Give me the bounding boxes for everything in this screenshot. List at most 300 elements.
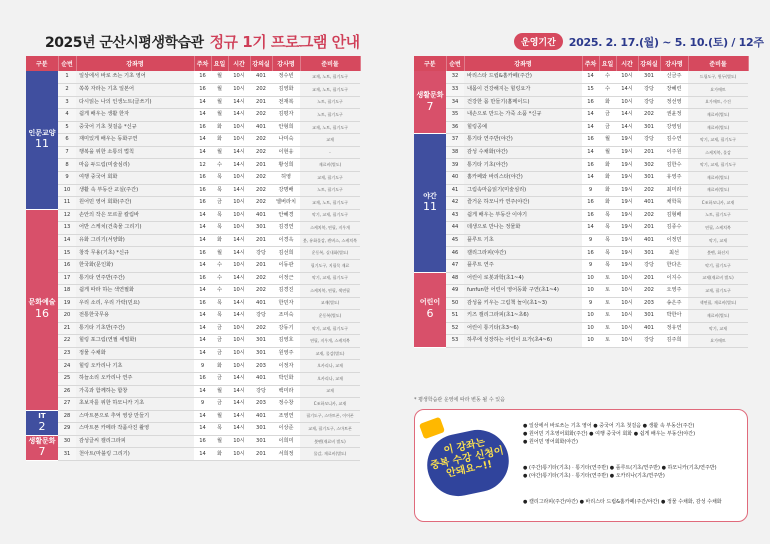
instructor: 권윤정 (660, 109, 688, 122)
instructor: 황성희 (272, 159, 300, 172)
course-name: 캘리그라피(야간) (464, 247, 582, 260)
room: 301 (250, 222, 272, 235)
weeks: 12 (194, 159, 211, 172)
instructor: 채학묵 (660, 197, 688, 210)
row-number: 21 (58, 322, 76, 335)
row-number: 11 (58, 197, 76, 210)
weeks: 14 (194, 347, 211, 360)
supplies: 교재(별도) (300, 297, 360, 310)
course-name: 원어민 영어 회화(주간) (76, 197, 194, 210)
time: 10시 (228, 172, 250, 185)
course-name: 하늘소리 오카리나 연주 (76, 373, 194, 386)
room: 202 (250, 134, 272, 147)
weekday: 화 (211, 134, 228, 147)
supplies: 요가매트 (688, 335, 748, 348)
time: 14시 (228, 96, 250, 109)
weeks: 16 (582, 197, 599, 210)
course-name: 생활 속 부동산 교실(주간) (76, 184, 194, 197)
weekday: 금 (211, 197, 228, 210)
column-header: 강의실 (638, 56, 660, 71)
row-number: 46 (446, 247, 464, 260)
row-number: 17 (58, 272, 76, 285)
weeks: 14 (582, 109, 599, 122)
row-number: 22 (58, 335, 76, 348)
table-row (26, 96, 360, 109)
course-name: 손안의 작은 모르골 칼림바 (76, 209, 194, 222)
weeks: 16 (194, 197, 211, 210)
weeks: 9 (194, 398, 211, 411)
row-number: 28 (58, 410, 76, 423)
instructor: 김한수 (660, 159, 688, 172)
weekday: 목 (211, 172, 228, 185)
weekday: 목 (211, 423, 228, 436)
instructor: 김경진 (272, 285, 300, 298)
weekday: 금 (211, 373, 228, 386)
room: 201 (250, 448, 272, 461)
course-name: 감성을 키우는 그림책 놀이(초1~3) (464, 297, 582, 310)
instructor: 유영주 (660, 172, 688, 185)
table-row (26, 159, 360, 172)
category-cell (26, 209, 58, 410)
supplies: 노트, 필기도구 (300, 109, 360, 122)
supplies: 악기, 필기도구 (688, 259, 748, 272)
instructor: 김수연 (660, 134, 688, 147)
room: 401 (250, 71, 272, 84)
program-table-left (26, 56, 361, 461)
time: 19시 (616, 259, 638, 272)
course-name: 가곡과 함께하는 합창 (76, 385, 194, 398)
category-count: 16 (35, 307, 49, 321)
weekday: 금 (211, 322, 228, 335)
table-row (26, 197, 360, 210)
room: 강당 (638, 335, 660, 348)
time: 14시 (616, 121, 638, 134)
supplies: 노트, 필기도구 (300, 184, 360, 197)
row-number: 27 (58, 398, 76, 411)
room: 202 (638, 184, 660, 197)
instructor: 서희정 (272, 448, 300, 461)
room: 301 (250, 347, 272, 360)
instructor: 김형배 (660, 209, 688, 222)
time: 19시 (616, 172, 638, 185)
table-row (26, 423, 360, 436)
room: 401 (250, 373, 272, 386)
weekday: 수 (211, 285, 228, 298)
row-number: 2 (58, 84, 76, 97)
weekday: 토 (599, 322, 616, 335)
time: 14시 (228, 234, 250, 247)
time: 14시 (228, 398, 250, 411)
category-cell (26, 435, 58, 460)
row-number: 30 (58, 435, 76, 448)
course-name: 바리스타 드립&홈카페(주간) (464, 71, 582, 84)
supplies: 붓, 유화물감, 캔버스, 스케치북 (300, 234, 360, 247)
room: 강당 (250, 310, 272, 323)
room: 202 (250, 322, 272, 335)
time: 14시 (616, 109, 638, 122)
column-header: 강좌명 (76, 56, 194, 71)
room: 203 (250, 360, 272, 373)
course-name: 중국어 기초 첫걸음 *신규 (76, 121, 194, 134)
instructor: 김경연 (272, 222, 300, 235)
weekday: 토 (599, 285, 616, 298)
room: 202 (638, 109, 660, 122)
table-row (414, 71, 748, 84)
weeks: 14 (582, 172, 599, 185)
row-number: 51 (446, 310, 464, 323)
instructor: 나미숙 (272, 134, 300, 147)
instructor: 김주희 (660, 335, 688, 348)
room: 301 (250, 435, 272, 448)
instructor: 이정자 (272, 360, 300, 373)
weeks: 10 (582, 285, 599, 298)
course-name: 어린이 통기타(초3~6) (464, 322, 582, 335)
instructor: 이지수 (660, 272, 688, 285)
weeks: 9 (582, 234, 599, 247)
weeks: 16 (582, 159, 599, 172)
time: 10시 (616, 71, 638, 84)
time: 10시 (228, 347, 250, 360)
time: 14시 (228, 373, 250, 386)
weekday: 토 (599, 335, 616, 348)
room: 202 (250, 172, 272, 185)
time: 10시 (228, 259, 250, 272)
course-name: 플루트 기초 (464, 234, 582, 247)
supplies: 재료비(별도) (688, 172, 748, 185)
instructor: 박인화 (272, 373, 300, 386)
table-row (26, 285, 360, 298)
row-number: 8 (58, 159, 76, 172)
weeks: 16 (582, 209, 599, 222)
course-name: 재미있게 배우는 동화구연 (76, 134, 194, 147)
room: 201 (638, 146, 660, 159)
weeks: 15 (582, 84, 599, 97)
row-number: 9 (58, 172, 76, 185)
table-row (26, 310, 360, 323)
room: 202 (638, 209, 660, 222)
weekday: 수 (211, 159, 228, 172)
category-count: 6 (426, 307, 434, 321)
table-row (414, 146, 748, 159)
supplies: 악기, 교재, 필기도구 (300, 322, 360, 335)
weekday: 금 (211, 347, 228, 360)
row-number: 53 (446, 335, 464, 348)
weekday: 목 (599, 222, 616, 235)
course-name: 즐거운 하모니카 연주(야간) (464, 197, 582, 210)
instructor: 조영연 (272, 410, 300, 423)
weeks: 14 (194, 146, 211, 159)
table-row (414, 197, 748, 210)
table-row (414, 247, 748, 260)
weeks: 16 (194, 172, 211, 185)
table-row (26, 247, 360, 260)
category-label: 문화예술 (28, 298, 56, 307)
weekday: 토 (599, 272, 616, 285)
room: 301 (250, 335, 272, 348)
room: 401 (638, 197, 660, 210)
room: 202 (250, 84, 272, 97)
weekday: 월 (211, 247, 228, 260)
supplies: 악기, 교재 (688, 322, 748, 335)
supplies: 교재, 노트, 필기도구 (300, 121, 360, 134)
weeks: 14 (194, 410, 211, 423)
room: 301 (638, 121, 660, 134)
table-row (26, 146, 360, 159)
promo-group-1: ● 일상에서 바로쓰는 기초 영어 ● 중국어 기초 첫걸음 ● 생활 속 부동산(주간) ● 원어민 기초영어회화(주간) ● 여행 중국어 회화 ● 쉽게 배우는 부동산(야간) ● 원어민 영어회화(야간) (523, 423, 696, 445)
instructor: 한다은 (660, 259, 688, 272)
instructor: 허영 (272, 172, 300, 185)
time: 10시 (616, 272, 638, 285)
row-number: 50 (446, 297, 464, 310)
table-row (26, 373, 360, 386)
supplies: 재료비(별도) (688, 310, 748, 323)
instructor: 한민자 (272, 297, 300, 310)
course-name: 쉽게 따라 하는 색연필화 (76, 285, 194, 298)
instructor: 백미라 (272, 385, 300, 398)
column-header: 구분 (414, 56, 446, 71)
table-row (414, 159, 748, 172)
column-header: 요일 (599, 56, 616, 71)
weeks: 9 (582, 184, 599, 197)
instructor: 정수창 (272, 398, 300, 411)
table-row (26, 184, 360, 197)
instructor: 이경옥 (272, 234, 300, 247)
weekday: 화 (211, 121, 228, 134)
row-number: 5 (58, 121, 76, 134)
table-row (414, 310, 748, 323)
course-name: 어반 스케치(건축물 그리기) (76, 222, 194, 235)
time: 10시 (616, 297, 638, 310)
time: 10시 (228, 435, 250, 448)
weeks: 14 (582, 71, 599, 84)
course-name: 하루에 성장하는 어린이 요가(초4~6) (464, 335, 582, 348)
row-number: 47 (446, 259, 464, 272)
weeks: 10 (582, 272, 599, 285)
row-number: 41 (446, 184, 464, 197)
row-number: 39 (446, 159, 464, 172)
weeks: 16 (194, 121, 211, 134)
course-name: 힐링 포그림(연필 세밀화) (76, 335, 194, 348)
table-row (26, 335, 360, 348)
supplies: 스케치북, 물감 (688, 146, 748, 159)
row-number: 7 (58, 146, 76, 159)
course-name: 내몸이 건강해지는 힐링요가 (464, 84, 582, 97)
row-number: 4 (58, 109, 76, 122)
supplies: 필기도구, 스마트폰, 이어폰 (300, 410, 360, 423)
table-row (26, 297, 360, 310)
supplies: 악기, 교재, 필기도구 (300, 272, 360, 285)
row-number: 25 (58, 373, 76, 386)
instructor: 정선영 (660, 96, 688, 109)
table-row (26, 272, 360, 285)
supplies: 악기, 교재 (688, 234, 748, 247)
row-number: 6 (58, 134, 76, 147)
time: 10시 (228, 121, 250, 134)
room: 203 (250, 398, 272, 411)
instructor: 이현웅 (272, 146, 300, 159)
room: 202 (250, 285, 272, 298)
table-row (26, 410, 360, 423)
time: 10시 (228, 222, 250, 235)
weeks: 14 (194, 285, 211, 298)
supplies: 물감, 재료비(별도) (300, 448, 360, 461)
course-name: 통기타 기초반(주간) (76, 322, 194, 335)
row-number: 42 (446, 197, 464, 210)
course-name: 키즈 캘리그라피(초1~초6) (464, 310, 582, 323)
room: 202 (250, 197, 272, 210)
table-row (26, 172, 360, 185)
weekday: 목 (211, 184, 228, 197)
supplies: 재료비(별도) (688, 184, 748, 197)
course-name: 어린이 로봇과학(초1~4) (464, 272, 582, 285)
room: 203 (638, 297, 660, 310)
supplies: 교재, 물감(별도) (300, 347, 360, 360)
time: 19시 (616, 222, 638, 235)
megaphone-icon (419, 417, 445, 440)
row-number: 1 (58, 71, 76, 84)
room: 401 (250, 209, 272, 222)
row-number: 26 (58, 385, 76, 398)
room: 201 (250, 159, 272, 172)
course-name: 천아트(마블링 그리기) (76, 448, 194, 461)
weeks: 14 (194, 335, 211, 348)
room: 202 (250, 184, 272, 197)
table-row (26, 109, 360, 122)
room: 강당 (638, 259, 660, 272)
instructor: 김영화 (272, 84, 300, 97)
weekday: 월 (211, 109, 228, 122)
course-name: 힐링 오카리나 기초 (76, 360, 194, 373)
instructor: 김선희 (272, 247, 300, 260)
column-header: 주차 (582, 56, 599, 71)
weekday: 화 (599, 172, 616, 185)
category-label: 어린이 (419, 298, 441, 307)
time: 14시 (228, 272, 250, 285)
course-name: 쉽게 배우는 생활 한자 (76, 109, 194, 122)
time: 10시 (228, 360, 250, 373)
supplies: 교재, 노트, 필기도구 (300, 197, 360, 210)
weeks: 9 (582, 259, 599, 272)
weeks: 14 (194, 109, 211, 122)
instructor: 안형희 (272, 121, 300, 134)
room: 202 (250, 146, 272, 159)
row-number: 43 (446, 209, 464, 222)
table-row (26, 222, 360, 235)
time: 10시 (616, 335, 638, 348)
column-header: 강사명 (660, 56, 688, 71)
supplies: - (300, 146, 360, 159)
time: 10시 (616, 96, 638, 109)
row-number: 48 (446, 272, 464, 285)
time: 10시 (228, 322, 250, 335)
weekday: 화 (211, 448, 228, 461)
weeks: 16 (194, 435, 211, 448)
room: 강당 (638, 96, 660, 109)
page-title: 정규 1기 프로그램 안내 (209, 33, 360, 51)
course-name: 감성 수채화(야간) (464, 146, 582, 159)
table-row (414, 172, 748, 185)
supplies: 교재, 필기도구, 스마트폰 (300, 423, 360, 436)
weekday: 월 (211, 84, 228, 97)
time: 14시 (228, 410, 250, 423)
table-row (26, 234, 360, 247)
column-header: 강사명 (272, 56, 300, 71)
weekday: 금 (599, 121, 616, 134)
course-name: 일상에서 바로 쓰는 기초 영어 (76, 71, 194, 84)
course-name: 스마트폰 카메라 작품사진 촬영 (76, 423, 194, 436)
column-header: 주차 (194, 56, 211, 71)
room: 201 (250, 96, 272, 109)
instructor: 전재복 (272, 96, 300, 109)
time: 19시 (616, 134, 638, 147)
row-number: 24 (58, 360, 76, 373)
table-row (414, 259, 748, 272)
supplies: 요가매트, 수건 (688, 96, 748, 109)
instructor: 원영주 (272, 347, 300, 360)
row-number: 20 (58, 310, 76, 323)
weekday: 토 (599, 310, 616, 323)
room: 401 (250, 121, 272, 134)
instructor: 이정근 (272, 272, 300, 285)
supplies: C조하모니카, 교재 (300, 398, 360, 411)
table-row (26, 134, 360, 147)
weekday: 월 (599, 146, 616, 159)
room: 401 (250, 297, 272, 310)
footnote: * 평생학습관 운영에 따라 변동 될 수 있음 (414, 397, 505, 403)
table-row (26, 71, 360, 84)
weekday: 토 (599, 297, 616, 310)
instructor: 김종수 (660, 222, 688, 235)
weekday: 월 (599, 134, 616, 147)
supplies: 교재(재료비 별도) (688, 272, 748, 285)
supplies: 교재, 노트, 필기도구 (300, 71, 360, 84)
time: 14시 (228, 109, 250, 122)
weekday: 목 (599, 234, 616, 247)
course-name: 쉽게 배우는 부동산 이야기 (464, 209, 582, 222)
supplies: 교재, 필기도구 (300, 172, 360, 185)
course-name: 여행 중국어 회화 (76, 172, 194, 185)
course-name: funfun한 어린이 영어동화 구연(초1~4) (464, 285, 582, 298)
weekday: 월 (211, 410, 228, 423)
category-label: 생활문화 (416, 90, 444, 99)
room: 401 (638, 234, 660, 247)
instructor: 조미숙 (272, 310, 300, 323)
weeks: 14 (582, 222, 599, 235)
weeks: 14 (194, 423, 211, 436)
room: 201 (638, 272, 660, 285)
instructor: 이정민 (660, 234, 688, 247)
table-row (414, 184, 748, 197)
table-row (414, 297, 748, 310)
time: 10시 (228, 84, 250, 97)
column-header: 시간 (228, 56, 250, 71)
program-table-right (414, 56, 749, 348)
room: 강당 (638, 84, 660, 97)
column-header: 요일 (211, 56, 228, 71)
course-name: 스마트폰으로 추억 영상 만들기 (76, 410, 194, 423)
weekday: 수 (599, 71, 616, 84)
course-name: 행복을 위한 소통의 법칙 (76, 146, 194, 159)
time: 10시 (228, 209, 250, 222)
weekday: 화 (211, 234, 228, 247)
weekday: 금 (211, 398, 228, 411)
weeks: 16 (194, 373, 211, 386)
instructor: 최선 (660, 247, 688, 260)
supplies: 스케치북, 연필, 지우개 (300, 222, 360, 235)
category-cell (26, 410, 58, 435)
room: 301 (638, 172, 660, 185)
category-label: IT (38, 411, 46, 420)
